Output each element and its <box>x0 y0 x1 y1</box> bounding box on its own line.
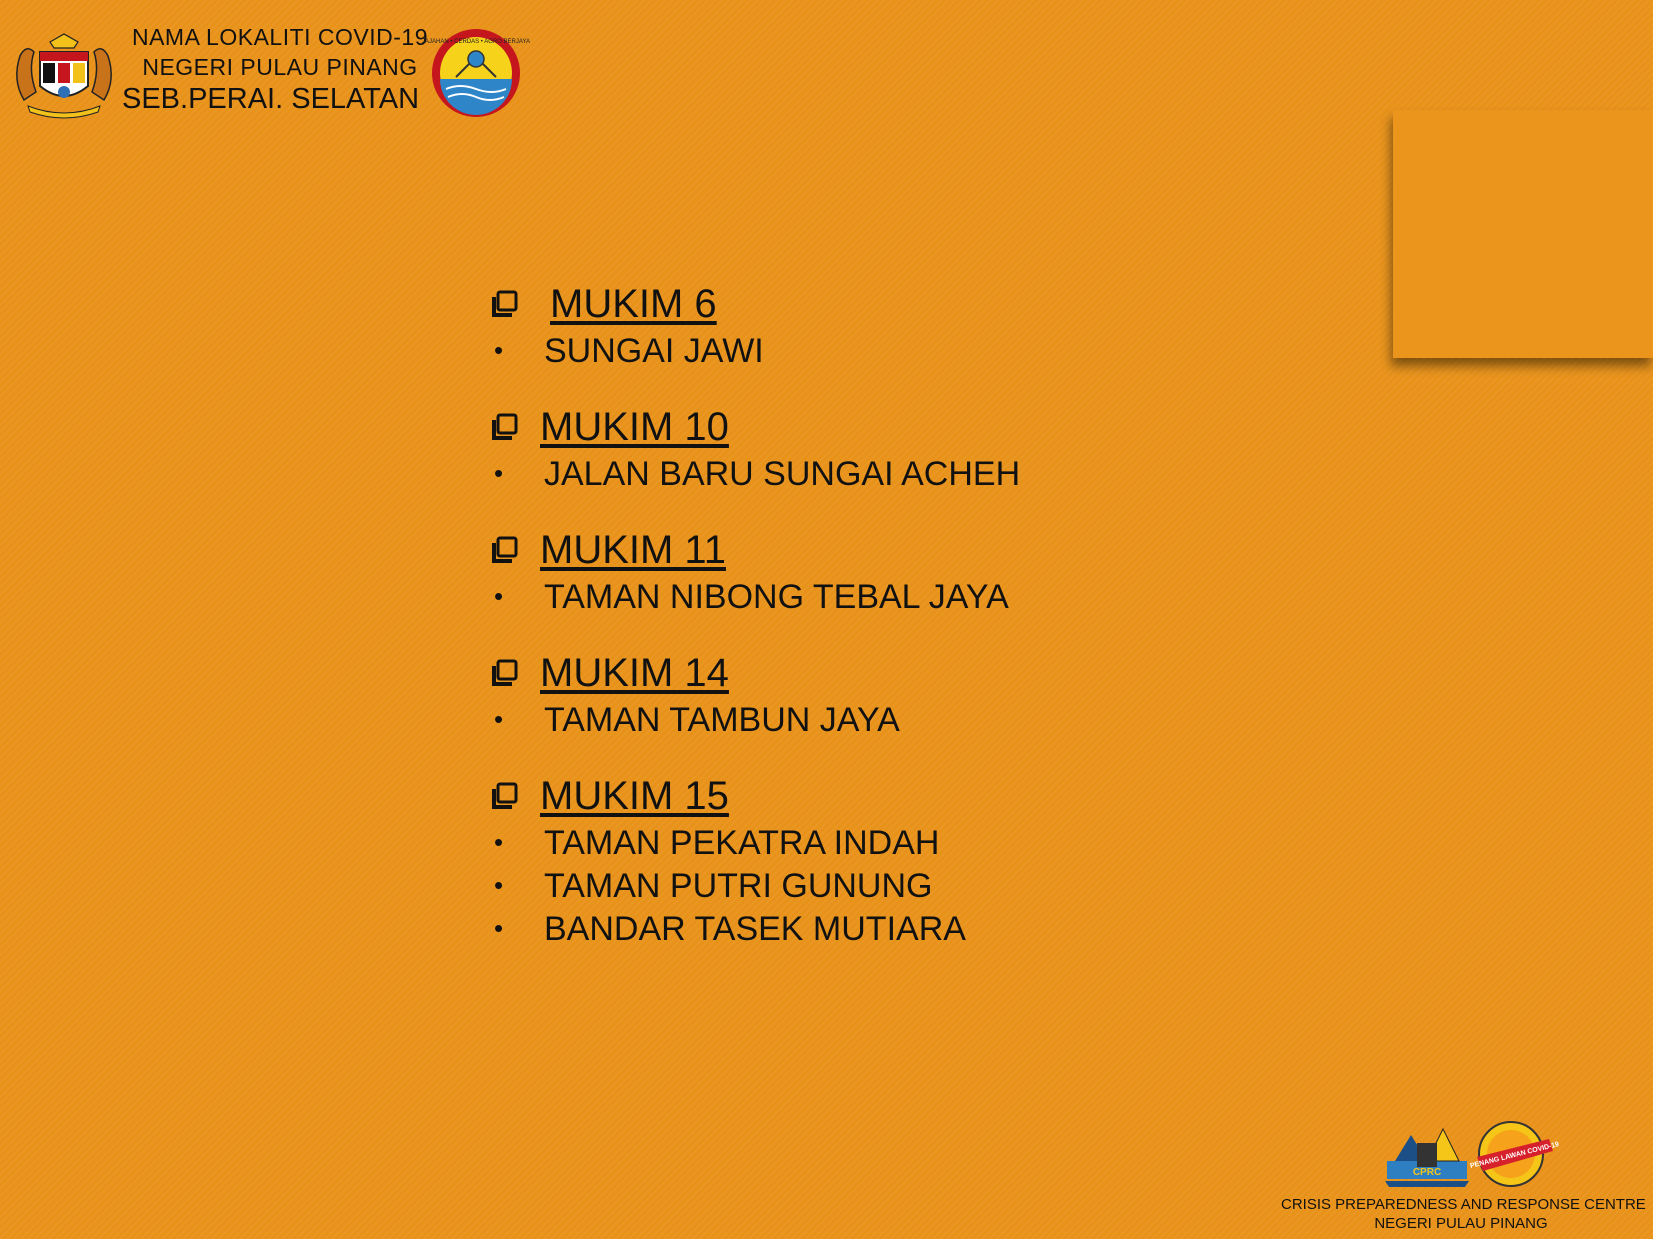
locality-items <box>490 822 1190 951</box>
bullet-icon: • <box>494 458 504 488</box>
coat-of-arms-icon <box>10 30 118 118</box>
locality-name: TAMAN NIBONG TEBAL JAYA <box>544 578 1009 616</box>
checkbox-square-icon <box>490 412 520 442</box>
mukim-heading-text: MUKIM 15 <box>540 773 729 818</box>
council-seal-icon <box>421 27 531 119</box>
mukim-section <box>490 647 1190 742</box>
locality-item <box>490 330 1190 373</box>
bullet-icon: • <box>494 335 504 365</box>
locality-items <box>490 576 1190 619</box>
header-line-2: NEGERI PULAU PINANG <box>142 54 418 80</box>
footer-org-state: NEGERI PULAU PINANG <box>1374 1215 1548 1232</box>
bullet-icon: • <box>494 870 504 900</box>
locality-name: SUNGAI JAWI <box>544 332 764 370</box>
bullet-icon: • <box>494 827 504 857</box>
penang-lawan-covid-icon <box>1469 1119 1560 1189</box>
mukim-section <box>490 524 1190 619</box>
corner-panel <box>1393 110 1653 358</box>
cprc-logo-text: CPRC <box>1412 1167 1442 1178</box>
checkbox-square-icon <box>490 535 520 565</box>
header-line-3: SEB.PERAI. SELATAN <box>122 83 420 115</box>
locality-item <box>490 576 1190 619</box>
lawan-badge-text: PENANG LAWAN COVID-19 <box>1469 1141 1560 1170</box>
mukim-heading <box>490 401 1190 453</box>
mukim-heading-text: MUKIM 14 <box>540 650 729 695</box>
mukim-heading-text: MUKIM 11 <box>540 527 726 572</box>
mukim-heading <box>490 647 1190 699</box>
cprc-logo-icon <box>1381 1127 1473 1189</box>
locality-items <box>490 330 1190 373</box>
locality-item <box>490 865 1190 908</box>
checkbox-square-icon <box>490 289 520 319</box>
mukim-heading <box>490 770 1190 822</box>
locality-items <box>490 699 1190 742</box>
mukim-section <box>490 770 1190 951</box>
footer-org-name: CRISIS PREPAREDNESS AND RESPONSE CENTRE <box>1281 1196 1646 1213</box>
locality-name: TAMAN PUTRI GUNUNG <box>544 867 933 905</box>
locality-item <box>490 908 1190 951</box>
mukim-heading <box>490 524 1190 576</box>
council-seal-text: JAJAHAN • CERDAS • AGRO BERJAYA <box>421 39 531 45</box>
locality-item <box>490 699 1190 742</box>
checkbox-square-icon <box>490 781 520 811</box>
locality-name: BANDAR TASEK MUTIARA <box>544 910 966 948</box>
header-line-1: NAMA LOKALITI COVID-19 <box>131 24 429 50</box>
mukim-heading-text: MUKIM 10 <box>540 404 729 449</box>
mukim-heading <box>490 278 1190 330</box>
locality-list <box>490 278 1190 979</box>
locality-item <box>490 822 1190 865</box>
footer <box>1281 1119 1646 1233</box>
locality-name: TAMAN TAMBUN JAYA <box>544 701 900 739</box>
locality-name: TAMAN PEKATRA INDAH <box>544 824 940 862</box>
checkbox-square-icon <box>490 658 520 688</box>
bullet-icon: • <box>494 704 504 734</box>
locality-items <box>490 453 1190 496</box>
footer-logos <box>1281 1119 1641 1195</box>
bullet-icon: • <box>494 581 504 611</box>
bullet-icon: • <box>494 913 504 943</box>
locality-name: JALAN BARU SUNGAI ACHEH <box>544 455 1021 493</box>
mukim-heading-text: MUKIM 6 <box>550 281 717 326</box>
header-title <box>120 22 440 116</box>
mukim-section <box>490 401 1190 496</box>
locality-item <box>490 453 1190 496</box>
mukim-section <box>490 278 1190 373</box>
